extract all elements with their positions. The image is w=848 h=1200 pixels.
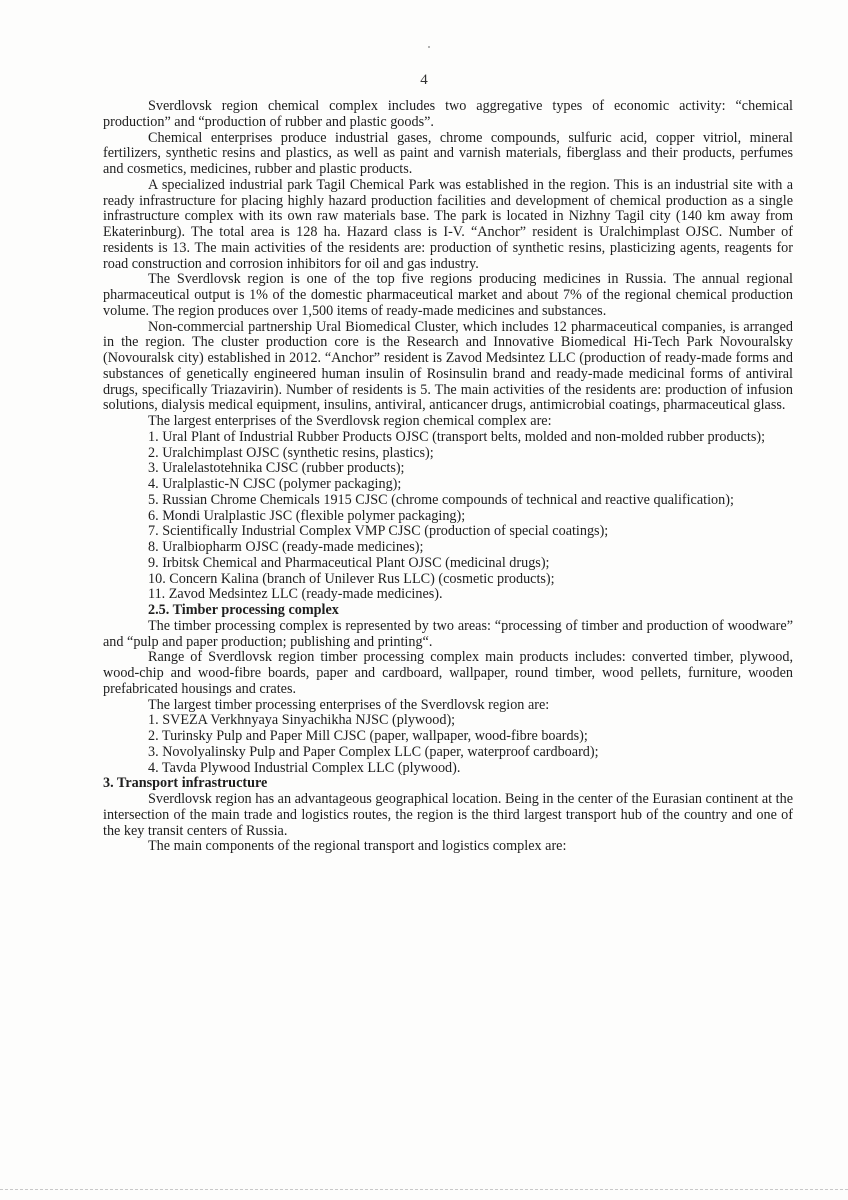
body-paragraph: The main components of the regional transport and logistics complex are:: [148, 838, 567, 855]
body-paragraph: The largest enterprises of the Sverdlovsk region chemical complex are:: [148, 413, 552, 429]
page-number: 4: [420, 72, 428, 88]
list-item: 9. Irbitsk Chemical and Pharmaceutical Plant OJSC (medicinal drugs);: [148, 554, 550, 571]
list-item: 11. Zavod Medsintez LLC (ready-made medicines).: [148, 586, 443, 603]
scan-edge-line: [0, 1189, 848, 1190]
section-heading: 3. Transport infrastructure: [103, 775, 268, 792]
list-item: 3. Novolyalinsky Pulp and Paper Complex LLC (paper, waterproof cardboard);: [148, 743, 599, 760]
list-item: 5. Russian Chrome Chemicals 1915 CJSC (chrome compounds of technical and reactive qualification);: [148, 491, 734, 508]
body-paragraph: Chemical enterprises produce industrial gases, chrome compounds, sulfuric acid, copper vitriol, mineral fertilizers, synthetic resins and plastics, as well as paint and varnish materials, fiberglass and their products, perfumes and cosmetics, medicines, rubber and plastic products.: [103, 129, 793, 177]
scan-speck: [428, 46, 430, 48]
list-item: 8. Uralbiopharm OJSC (ready-made medicines);: [148, 539, 424, 555]
subsection-heading: 2.5. Timber processing complex: [148, 602, 339, 618]
list-item: 1. Ural Plant of Industrial Rubber Products OJSC (transport belts, molded and non-molded rubber products);: [148, 428, 766, 445]
list-item: 2. Turinsky Pulp and Paper Mill CJSC (paper, wallpaper, wood-fibre boards);: [148, 728, 588, 744]
body-paragraph: Sverdlovsk region chemical complex includes two aggregative types of economic activity: “chemical production” and “production of rubber and plastic goods”.: [103, 98, 793, 130]
body-paragraph: The timber processing complex is represented by two areas: “processing of timber and production of woodware” and “pulp and paper production; publishing and printing“.: [103, 617, 793, 650]
list-item: 10. Concern Kalina (branch of Unilever Rus LLC) (cosmetic products);: [148, 570, 555, 587]
list-item: 7. Scientifically Industrial Complex VMP CJSC (production of special coatings);: [148, 523, 609, 540]
page-body: [103, 99, 793, 855]
body-paragraph: Range of Sverdlovsk region timber processing complex main products includes: converted timber, plywood, wood-chip and wood-fibre boards, paper and cardboard, wallpaper, round timber, wood pellets, furniture, wooden prefabricated housings and crates.: [103, 649, 793, 697]
list-item: 6. Mondi Uralplastic JSC (flexible polymer packaging);: [148, 507, 466, 524]
body-paragraph: A specialized industrial park Tagil Chemical Park was established in the region. This is an industrial site with a ready infrastructure for placing highly hazard production facilities and development of chemical production as a single infrastructure complex with its own raw materials base. The park is located in Nizhny Tagil city (140 km away from Ekaterinburg). The total area is 128 ha. Hazard class is I-V. “Anchor” resident is Uralchimplast OJSC. Number of residents is 13. The main activities of the residents are: production of synthetic resins, plasticizing agents, reagents for road construction and corrosion inhibitors for oil and gas industry.: [103, 176, 793, 272]
list-item: 4. Tavda Plywood Industrial Complex LLC (plywood).: [148, 759, 461, 776]
list-item: 4. Uralplastic-N CJSC (polymer packaging);: [148, 476, 402, 492]
body-paragraph: The Sverdlovsk region is one of the top five regions producing medicines in Russia. The annual regional pharmaceutical output is 1% of the domestic pharmaceutical market and about 7% of the regional chemical production volume. The region produces over 1,500 items of ready-made medicines and substances.: [103, 271, 793, 319]
list-item: 2. Uralchimplast OJSC (synthetic resins, plastics);: [148, 444, 434, 461]
body-paragraph: Non-commercial partnership Ural Biomedical Cluster, which includes 12 pharmaceutical companies, is arranged in the region. The cluster production core is the Research and Innovative Biomedical Hi-Tech Park Novouralsky (Novouralsk city) established in 2012. “Anchor” resident is Zavod Medsintez LLC (production of ready-made forms and substances of genetically engineered human insulin of Rosinsulin brand and ready-made medicinal forms of antiviral drugs, specifically Triazavirin). Number of residents is 5. The main activities of the residents are: production of infusion solutions, dialysis medical equipment, insulins, antiviral, anticancer drugs, antimicrobial coatings, pharmaceutical glass.: [103, 318, 793, 414]
list-item: 1. SVEZA Verkhnyaya Sinyachikha NJSC (plywood);: [148, 712, 456, 729]
body-paragraph: The largest timber processing enterprises of the Sverdlovsk region are:: [148, 696, 550, 713]
body-paragraph: Sverdlovsk region has an advantageous geographical location. Being in the center of the Eurasian continent at the intersection of the main trade and logistics routes, the region is the third largest transport hub of the country and one of the key transit centers of Russia.: [103, 791, 793, 839]
list-item: 3. Uralelastotehnika CJSC (rubber products);: [148, 460, 405, 477]
